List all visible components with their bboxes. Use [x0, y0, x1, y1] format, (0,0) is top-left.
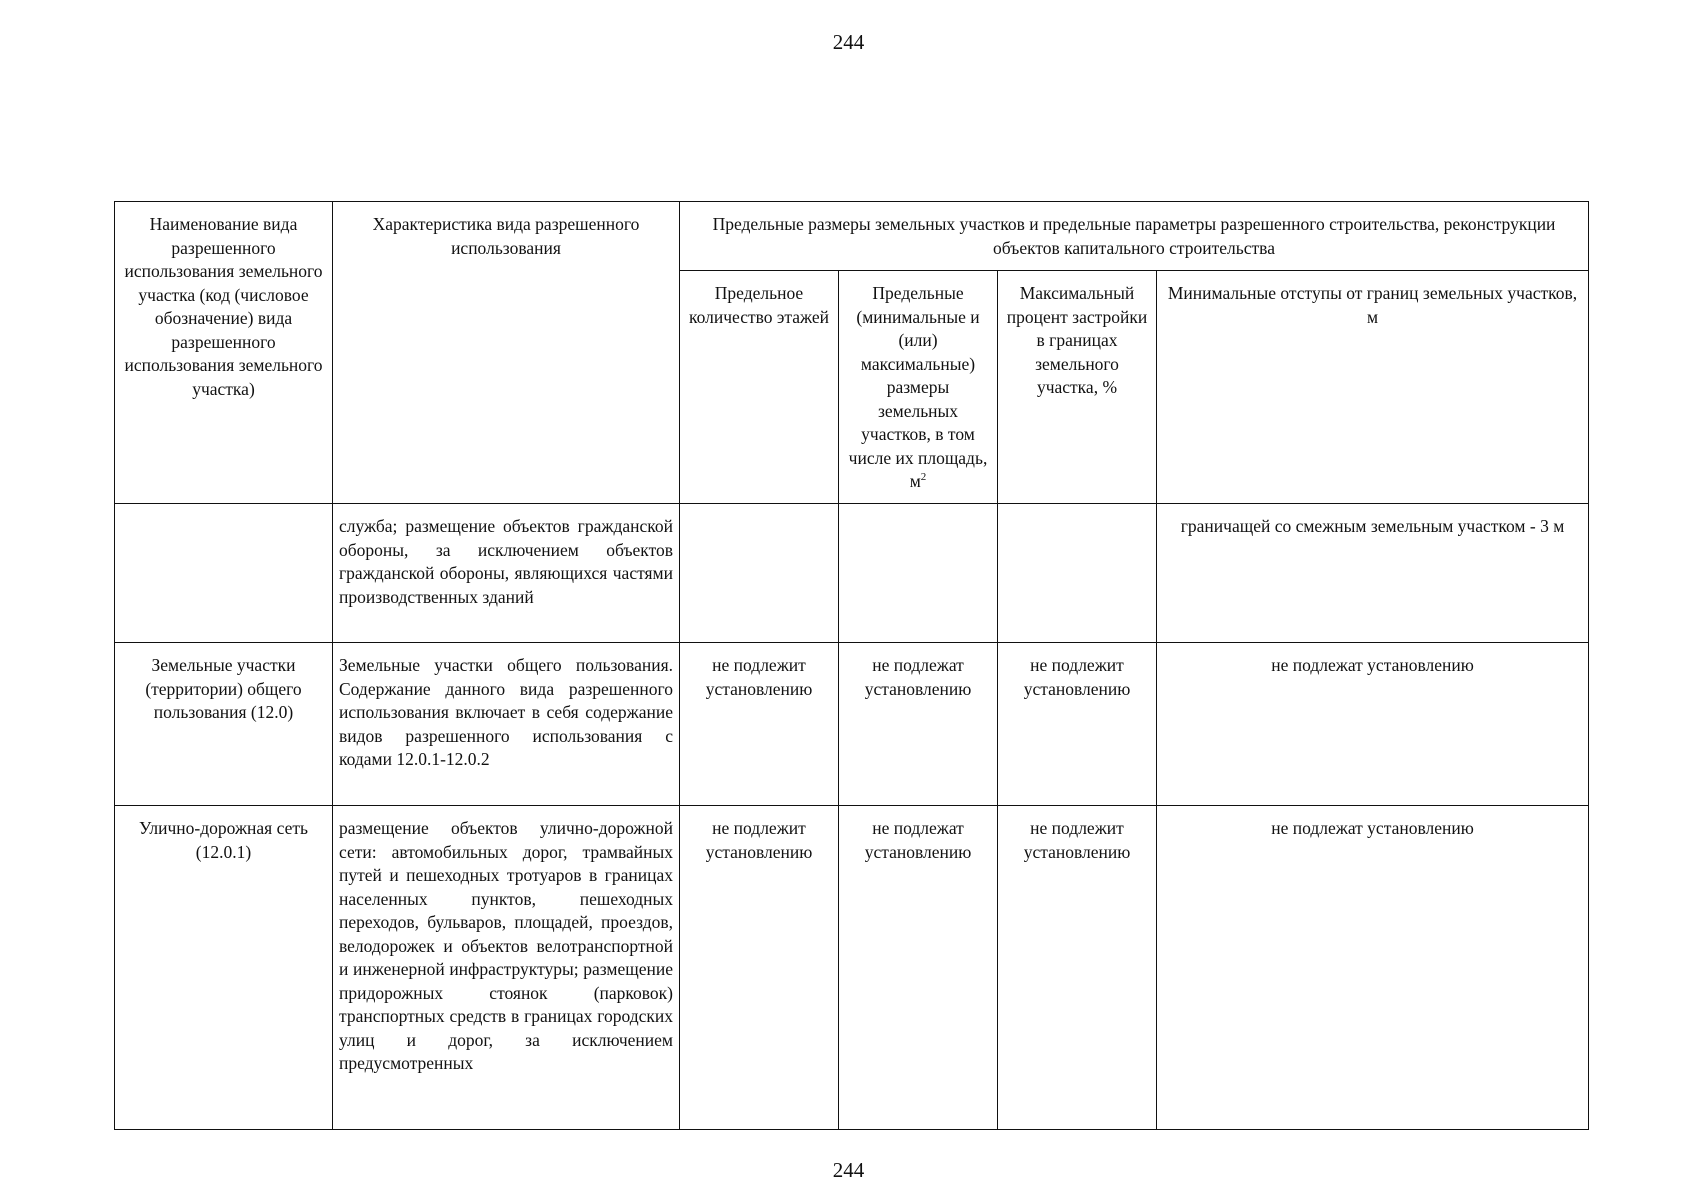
cell-area	[839, 504, 998, 643]
cell-area: не подлежат установлению	[839, 806, 998, 1130]
cell-floors: не подлежит установлению	[680, 806, 839, 1130]
cell-name: Земельные участки (территории) общего пользования (12.0)	[115, 643, 333, 806]
header-limits-group: Предельные размеры земельных участков и предельные параметры разрешенного строительства, реконструкции объектов капитального строительства	[680, 202, 1589, 271]
cell-description: размещение объектов улично-дорожной сети: автомобильных дорог, трамвайных путей и пешеходных тротуаров в границах населенных пунктов, пешеходных переходов, бульваров, площадей, проездов, велодорожек и объектов велотранспортной и инженерной инфраструктуры; размещение придорожных стоянок (парковок) транспортных средств в границах городских улиц и дорог, за исключением предусмотренных	[333, 806, 680, 1130]
header-name: Наименование вида разрешенного использования земельного участка (код (числовое обозначение) вида разрешенного использования земельного участка)	[115, 202, 333, 504]
cell-floors	[680, 504, 839, 643]
page-number-bottom: 244	[832, 1158, 865, 1182]
cell-setbacks: не подлежат установлению	[1157, 806, 1589, 1130]
header-coverage: Максимальный процент застройки в границах земельного участка, %	[998, 271, 1157, 504]
cell-area: не подлежат установлению	[839, 643, 998, 806]
table-row	[115, 806, 1589, 1130]
cell-setbacks: не подлежат установлению	[1157, 643, 1589, 806]
cell-description: служба; размещение объектов гражданской обороны, за исключением объектов гражданской обороны, являющихся частями производственных зданий	[333, 504, 680, 643]
cell-coverage: не подлежит установлению	[998, 643, 1157, 806]
header-area-text: Предельные (минимальные и (или) максимальные) размеры земельных участков, в том числе их площадь, м	[848, 283, 988, 491]
table-row	[115, 504, 1589, 643]
header-area-sup: 2	[920, 471, 927, 484]
cell-coverage	[998, 504, 1157, 643]
cell-setbacks: граничащей со смежным земельным участком - 3 м	[1157, 504, 1589, 643]
header-description: Характеристика вида разрешенного использования	[333, 202, 680, 504]
page-number-top: 244	[832, 30, 865, 54]
header-setbacks: Минимальные отступы от границ земельных участков, м	[1157, 271, 1589, 504]
cell-name	[115, 504, 333, 643]
header-area	[839, 271, 998, 504]
cell-floors: не подлежит установлению	[680, 643, 839, 806]
zoning-regulations-table	[114, 201, 1589, 1130]
header-floors: Предельное количество этажей	[680, 271, 839, 504]
cell-name: Улично-дорожная сеть (12.0.1)	[115, 806, 333, 1130]
table-header-row-1	[115, 202, 1589, 271]
table-row	[115, 643, 1589, 806]
cell-description: Земельные участки общего пользования. Содержание данного вида разрешенного использования включает в себя содержание видов разрешенного использования с кодами 12.0.1-12.0.2	[333, 643, 680, 806]
cell-coverage: не подлежит установлению	[998, 806, 1157, 1130]
